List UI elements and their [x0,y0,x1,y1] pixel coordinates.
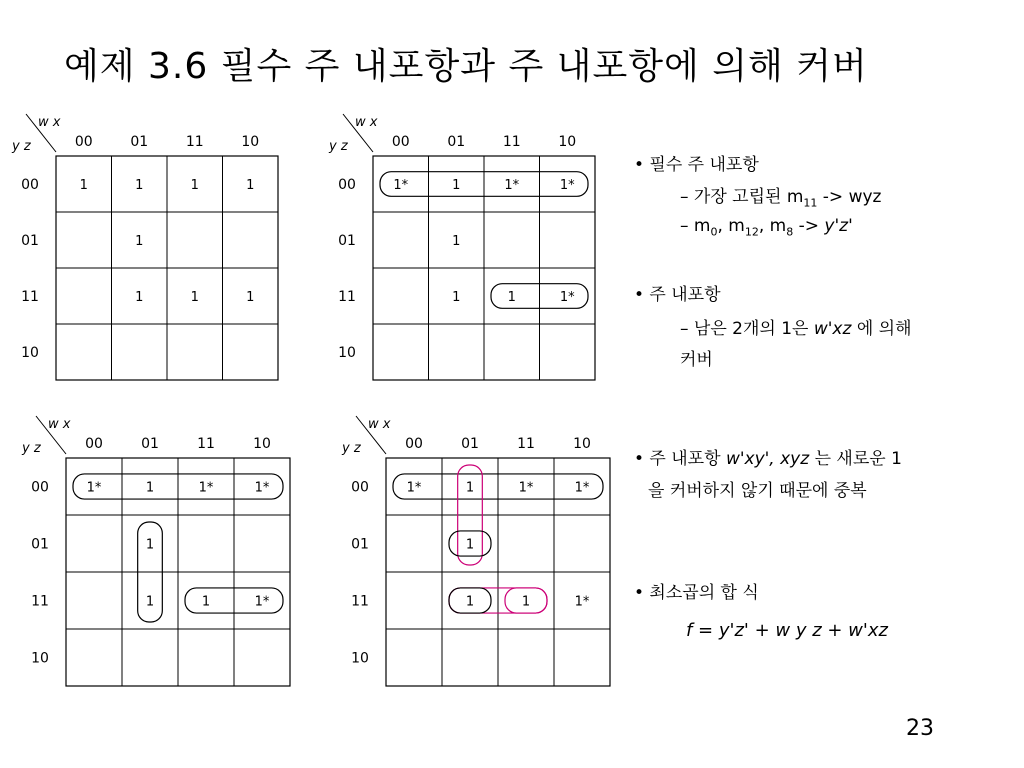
row-header: 00 [351,479,369,496]
note-subscript: 12 [744,225,759,239]
col-header: 01 [130,134,149,150]
col-header: 10 [253,436,271,452]
cell-value: 1 [190,178,199,193]
col-header: 00 [391,134,410,150]
cell-value: 1* [559,290,575,305]
note-text: – 남은 2개의 1은 [680,319,814,339]
note-text: – 가장 고립된 m [680,187,804,207]
cell-value: 1* [254,480,270,496]
col-header: 00 [74,134,93,150]
note-minterms [680,216,853,238]
cell-value: 1 [145,537,155,553]
note-text: -> wyz [817,187,882,207]
cell-value: 1 [135,234,144,249]
cell-value: 1 [246,290,255,305]
note-text: 는 새로운 1 [809,449,902,469]
min-sop-formula: f = y'z' + w y z + w'xz [686,620,888,641]
cell-value: 1* [254,594,270,610]
cell-value: 1* [559,178,575,193]
col-header: 11 [517,436,535,452]
cell-value: 1* [393,178,409,193]
row-header: 01 [338,233,356,249]
note-text: – m [680,216,711,236]
cell-value: 1 [135,290,144,305]
note-subscript: 8 [786,225,794,239]
yz-label: y z [329,139,348,154]
page-number: 23 [906,716,934,741]
row-header: 01 [21,233,39,249]
cell-value: 1 [452,234,461,249]
wx-label: w x [48,417,71,432]
cell-value: 1 [452,290,461,305]
row-header: 00 [31,479,49,496]
note-subscript: 11 [803,196,818,210]
cell-value: 1* [198,480,214,496]
cell-value: 1* [574,480,590,496]
col-header: 10 [558,134,577,150]
bullet-essential-prime: • 필수 주 내포항 [634,155,759,175]
cell-value: 1 [79,178,88,193]
yz-label: y z [12,139,31,154]
row-header: 01 [31,536,49,553]
row-header: 10 [351,650,369,667]
bullet-min-sop: • 최소곱의 합 식 [634,583,759,603]
row-header: 11 [31,593,49,610]
note-text: , m [717,216,745,236]
wx-label: w x [355,115,378,130]
col-header: 00 [85,436,103,452]
wx-label: w x [38,115,61,130]
col-header: 01 [461,436,479,452]
row-header: 00 [338,177,356,193]
note-text: , m [758,216,787,236]
note-cover: 커버 [680,350,713,370]
col-header: 10 [241,134,260,150]
col-header: 11 [502,134,521,150]
cell-value: 1* [86,480,102,496]
note-expression: w'xz [813,319,852,339]
cell-value: 1 [452,178,461,193]
row-header: 00 [21,177,39,193]
row-header: 10 [21,345,39,361]
bullet-redundant [634,444,902,469]
cell-value: 1* [518,480,534,496]
col-header: 11 [185,134,204,150]
cell-value: 1 [521,594,531,610]
note-text: -> [793,216,825,236]
cell-value: 1 [507,290,516,305]
row-header: 11 [21,289,39,305]
cell-value: 1 [465,480,475,496]
row-header: 01 [351,536,369,553]
cell-value: 1 [465,537,475,553]
row-header: 10 [338,345,356,361]
cell-value: 1 [145,594,155,610]
cell-value: 1 [135,178,144,193]
note-isolated-minterm [680,182,881,209]
col-header: 00 [405,436,423,452]
cell-value: 1* [574,594,590,610]
cell-value: 1* [504,178,520,193]
bullet-prime: • 주 내포항 [634,285,721,305]
note-subscript: 0 [710,225,718,239]
yz-label: y z [342,441,361,456]
note-text: • 주 내포항 [634,449,726,469]
note-expression: y'z' [824,216,853,236]
cell-value: 1 [465,594,475,610]
cell-value: 1 [246,178,255,193]
col-header: 01 [141,436,159,452]
page-title: 예제 3.6 필수 주 내포항과 주 내포항에 의해 커버 [64,46,868,87]
row-header: 10 [31,650,49,667]
note-remaining [680,314,912,339]
row-header: 11 [338,289,356,305]
col-header: 11 [197,436,215,452]
cell-value: 1 [190,290,199,305]
col-header: 10 [573,436,591,452]
cell-value: 1 [145,480,155,496]
wx-label: w x [368,417,391,432]
yz-label: y z [22,441,41,456]
note-expression: w'xy', xyz [725,449,810,469]
note-text: 에 의해 [851,319,912,339]
col-header: 01 [447,134,466,150]
cell-value: 1* [406,480,422,496]
note-redundant-reason: 을 커버하지 않기 때문에 중복 [648,481,867,501]
row-header: 11 [351,593,369,610]
cell-value: 1 [201,594,211,610]
